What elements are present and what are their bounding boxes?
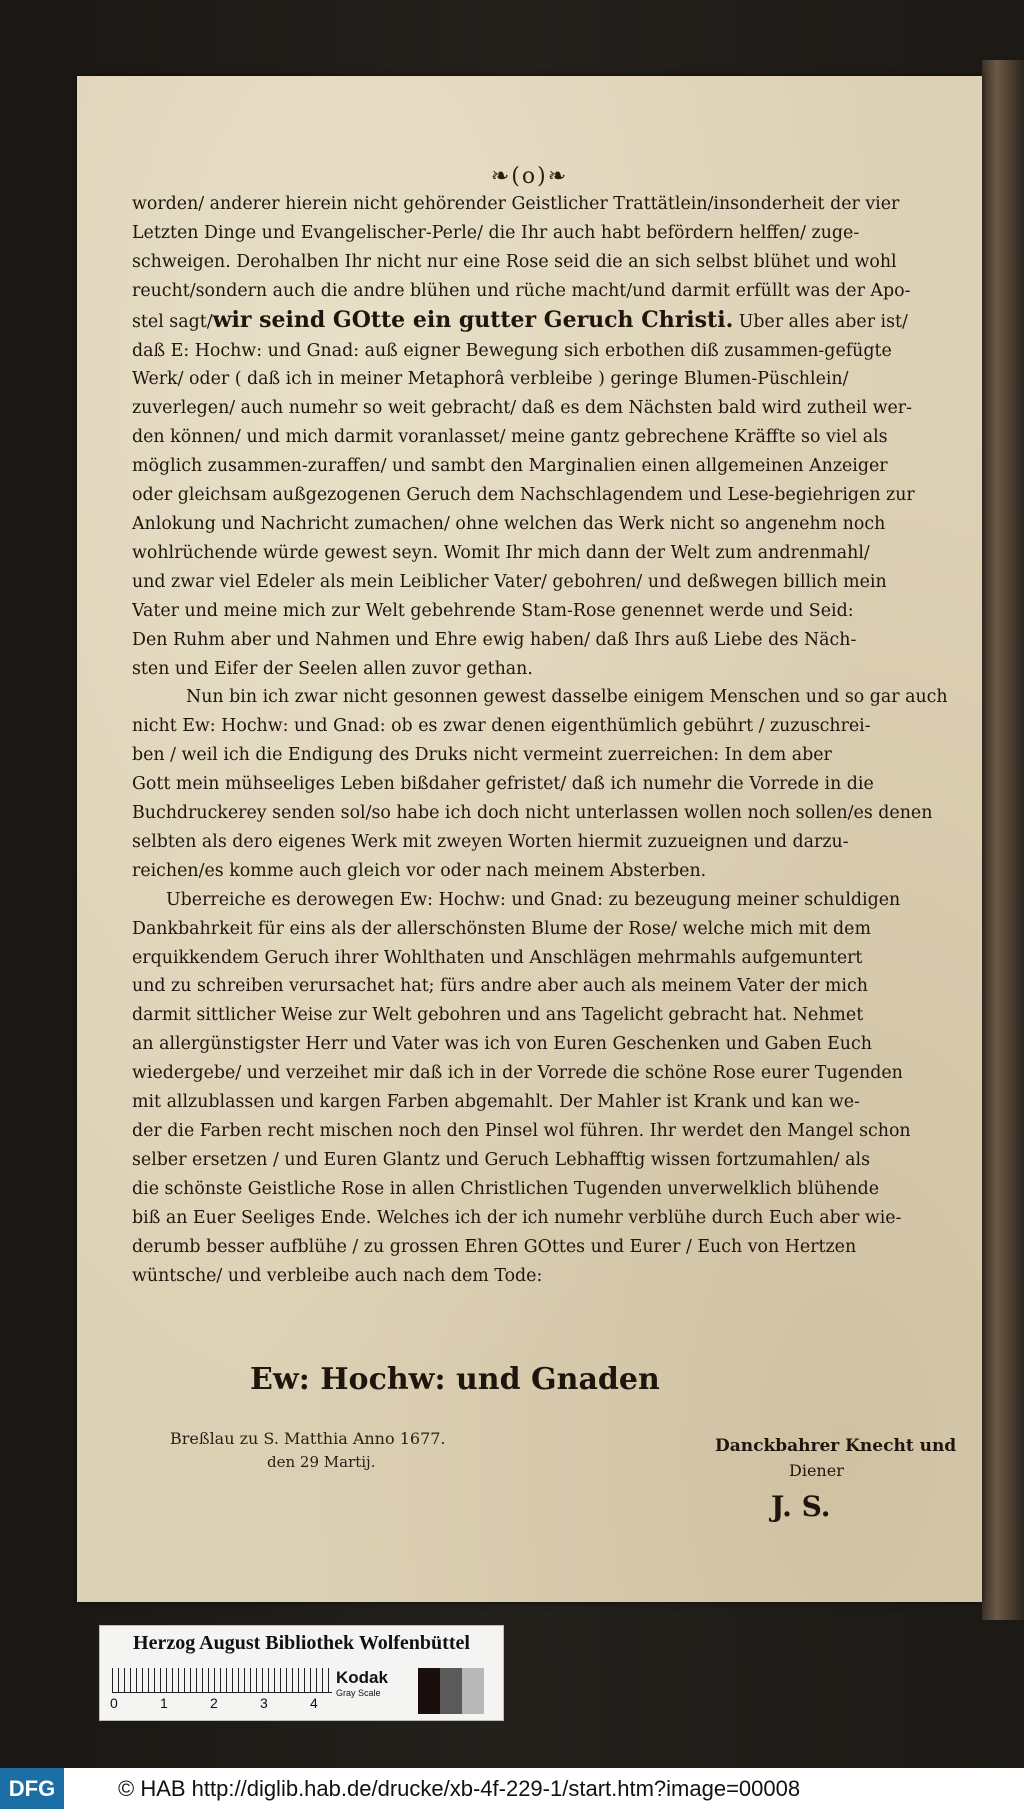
text-line: wüntsche/ und verbleibe auch nach dem Tode:: [132, 1265, 543, 1286]
kodak-subtitle: Gray Scale: [336, 1688, 381, 1698]
text-line: daß E: Hochw: und Gnad: auß eigner Bewegung sich erbothen diß zusammen-gefügte: [132, 340, 892, 361]
date-line: den 29 Martij.: [267, 1453, 376, 1471]
text-line: sten und Eifer der Seelen allen zuvor gethan.: [132, 658, 533, 679]
book-edge: [982, 60, 1024, 1620]
document-page: [77, 76, 982, 1602]
text-line: reichen/es komme auch gleich vor oder nach meinem Absterben.: [132, 860, 707, 881]
text-line: Dankbahrkeit für eins als der allerschönsten Blume der Rose/ welche mich mit dem: [132, 918, 871, 939]
text-line: schweigen. Derohalben Ihr nicht nur eine Rose seid die an sich selbst blühet und wohl: [132, 251, 897, 272]
kodak-mark: [336, 1668, 388, 1698]
body-text: [132, 190, 974, 1290]
text-line: nicht Ew: Hochw: und Gnad: ob es zwar denen eigenthümlich gebührt / zuzuschrei-: [132, 716, 871, 737]
text-line: wiedergebe/ und verzeihet mir daß ich in der Vorrede die schöne Rose eurer Tugenden: [132, 1063, 903, 1084]
text-line: selber ersetzen / und Euren Glantz und Geruch Lebhafftig wissen fortzumahlen/ als: [132, 1149, 870, 1170]
library-name: Herzog August Bibliothek Wolfenbüttel: [133, 1632, 470, 1654]
place-line: Breßlau zu S. Matthia Anno 1677.: [170, 1429, 446, 1448]
ruler-number: 0: [110, 1695, 118, 1711]
gray-swatch-mid: [440, 1668, 462, 1714]
text-line: biß an Euer Seeliges Ende. Welches ich der ich numehr verblühe durch Euch aber wie-: [132, 1207, 902, 1228]
ruler-number: 2: [210, 1695, 218, 1711]
text-line: Uberreiche es derowegen Ew: Hochw: und Gnad: zu bezeugung meiner schuldigen: [166, 889, 901, 910]
text-line: Den Ruhm aber und Nahmen und Ehre ewig haben/ daß Ihrs auß Liebe des Näch-: [132, 629, 857, 650]
text-line: Vater und meine mich zur Welt gebehrende Stam-Rose genennet werde und Seid:: [132, 600, 854, 621]
text-line: erquikkendem Geruch ihrer Wohlthaten und Anschlägen mehrmahls aufgemuntert: [132, 947, 863, 968]
gray-swatch-dark: [418, 1668, 440, 1714]
copyright-link[interactable]: © HAB http://diglib.hab.de/drucke/xb-4f-229-1/start.htm?image=00008: [118, 1776, 801, 1801]
text-line: Nun bin ich zwar nicht gesonnen gewest dasselbe einigem Menschen und so gar auch: [186, 687, 948, 708]
text-line: derumb besser aufblühe / zu grossen Ehren GOttes und Eurer / Euch von Hertzen: [132, 1236, 857, 1257]
text-line: Gott mein mühseeliges Leben bißdaher gefristet/ daß ich numehr die Vorrede in die: [132, 774, 874, 795]
text-line: reucht/sondern auch die andre blühen und rüche macht/und darmit erfüllt was der Apo-: [132, 280, 911, 301]
text-line: [132, 306, 974, 337]
text-line: darmit sittlicher Weise zur Welt gebohren und ans Tagelicht gebracht hat. Nehmet: [132, 1005, 864, 1026]
text-line: mit allzublassen und kargen Farben abgemahlt. Der Mahler ist Krank und kan we-: [132, 1092, 860, 1113]
signature-line-2: Diener: [789, 1461, 844, 1480]
text-line: an allergünstigster Herr und Vater was ich von Euren Geschenken und Gaben Euch: [132, 1034, 872, 1055]
text-line: und zu schreiben verursachet hat; fürs andre aber auch als meinem Vater der mich: [132, 976, 868, 997]
footer-bar: [0, 1768, 1024, 1809]
text-line: die schönste Geistliche Rose in allen Christlichen Tugenden unverwelklich blühende: [132, 1178, 880, 1199]
text-line: Letzten Dinge und Evangelischer-Perle/ die Ihr auch habt befördern helffen/ zuge-: [132, 222, 860, 243]
text-line: möglich zusammen-zuraffen/ und sambt den Marginalien einen allgemeinen Anzeiger: [132, 456, 888, 477]
text-line: wohlrüchende würde gewest seyn. Womit Ihr mich dann der Welt zum andrenmahl/: [132, 542, 870, 563]
signature-line: Danckbahrer Knecht und: [715, 1436, 957, 1456]
text-fragment: Uber alles aber ist/: [733, 311, 908, 332]
ruler-number: 1: [160, 1695, 168, 1711]
kodak-brand: Kodak: [336, 1668, 388, 1687]
text-line: Werk/ oder ( daß ich in meiner Metaphorâ verbleibe ) geringe Blumen-Püschlein/: [132, 369, 849, 390]
library-label: [99, 1625, 504, 1721]
text-line: selbten als dero eigenes Werk mit zweyen Worten hiermit zuzueignen und darzu-: [132, 831, 849, 852]
dfg-logo: DFG: [0, 1768, 64, 1809]
text-line: Buchdruckerey senden sol/so habe ich doch nicht unterlassen wollen noch sollen/es denen: [132, 803, 933, 824]
page-ornament: ❧(o)❧: [490, 164, 569, 189]
text-line: zuverlegen/ auch numehr so weit gebracht/ daß es dem Nächsten bald wird zutheil wer-: [132, 398, 912, 419]
closing-salutation: Ew: Hochw: und Gnaden: [250, 1362, 660, 1397]
text-line: und zwar viel Edeler als mein Leiblicher Vater/ gebohren/ und deßwegen billich mein: [132, 571, 887, 592]
signature-initials: J. S.: [771, 1490, 831, 1523]
text-line: den können/ und mich darmit voranlasset/ meine gantz gebrechene Kräffte so viel als: [132, 427, 888, 448]
ruler-number: 4: [310, 1695, 318, 1711]
text-line: Anlokung und Nachricht zumachen/ ohne welchen das Werk nicht so angenehm noch: [132, 513, 886, 534]
text-line: ben / weil ich die Endigung des Druks nicht vermeint zuerreichen: In dem aber: [132, 745, 832, 766]
ruler-number: 3: [260, 1695, 268, 1711]
text-line: der die Farben recht mischen noch den Pinsel wol führen. Ihr werdet den Mangel schon: [132, 1121, 911, 1141]
scale-ruler: [112, 1668, 332, 1693]
gray-swatch-light: [462, 1668, 484, 1714]
text-line: worden/ anderer hierein nicht gehörender Geistlicher Trattätlein/insonderheit der vier: [132, 194, 900, 214]
text-line: oder gleichsam außgezogenen Geruch dem Nachschlagendem und Lese-begiehrigen zur: [132, 485, 915, 506]
emphasized-quote: wir seind GOtte ein gutter Geruch Christi.: [212, 306, 734, 333]
text-fragment: stel sagt/: [132, 311, 213, 332]
